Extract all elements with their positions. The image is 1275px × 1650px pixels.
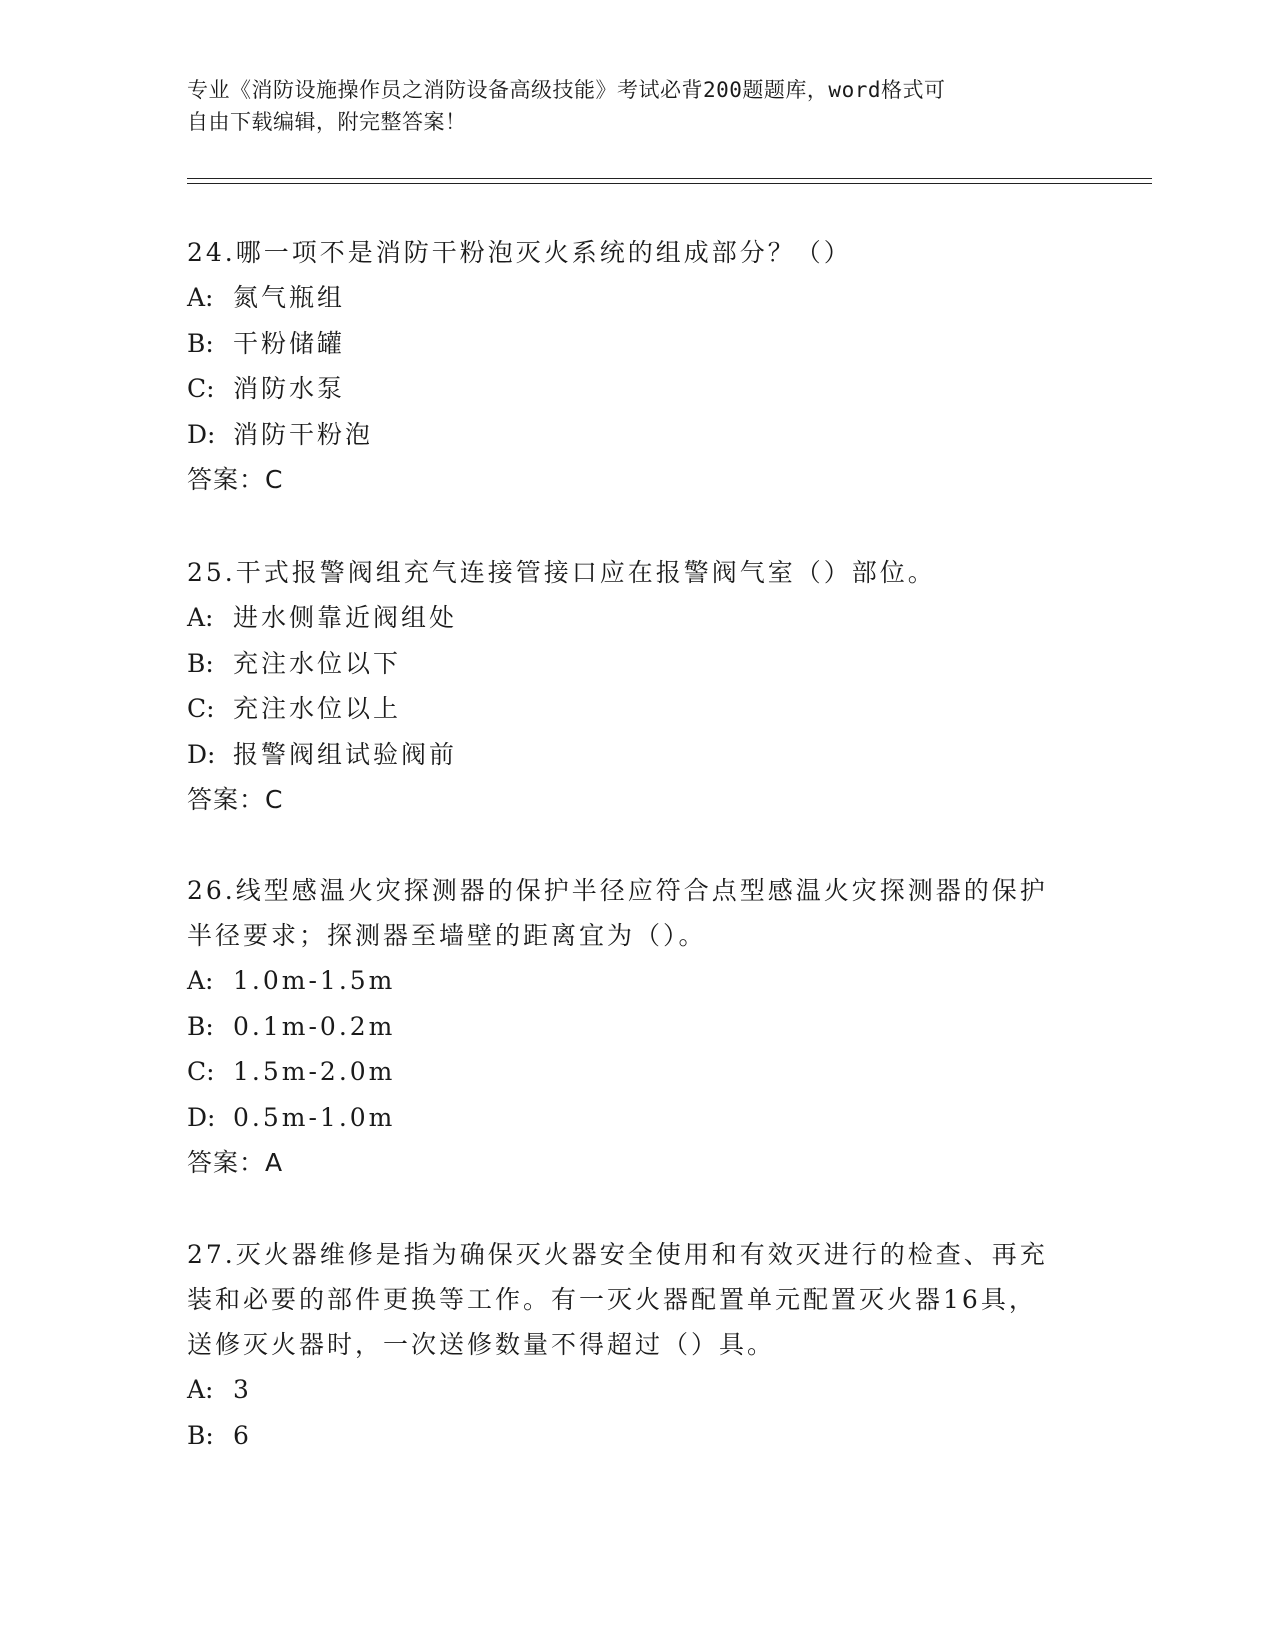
option-b (187, 1004, 1087, 1050)
option-a (187, 958, 1087, 1004)
option-text: 3 (233, 1375, 252, 1404)
option-text: 消防水泵 (233, 374, 346, 403)
answer-line: 答案：A (187, 1148, 284, 1177)
option-letter: A: (187, 966, 214, 995)
answer-line: 答案：C (187, 785, 284, 814)
option-d (187, 412, 1087, 458)
option-d (187, 732, 1087, 778)
option-c (187, 366, 1087, 412)
question-stem: 26.线型感温火灾探测器的保护半径应符合点型感温火灾探测器的保护 (187, 876, 1048, 905)
question-stem: 25.干式报警阀组充气连接管接口应在报警阀气室（）部位。 (187, 558, 936, 587)
option-text: 报警阀组试验阀前 (233, 739, 458, 769)
document-header (187, 74, 1087, 138)
option-text: 充注水位以下 (233, 648, 402, 678)
option-letter: C: (187, 1057, 215, 1086)
option-letter: D: (187, 739, 216, 769)
option-text: 进水侧靠近阀组处 (233, 603, 458, 632)
option-a (187, 595, 1087, 641)
option-text: 1.0m-1.5m (233, 966, 396, 995)
question-stem: 24.哪一项不是消防干粉泡灭火系统的组成部分？（） (187, 238, 852, 267)
option-c (187, 686, 1087, 732)
option-letter: B: (187, 648, 214, 678)
option-text: 干粉储罐 (233, 328, 346, 358)
option-text: 6 (233, 1420, 252, 1450)
question-26 (187, 868, 1087, 1185)
option-text: 1.5m-2.0m (233, 1057, 396, 1086)
header-divider-top (187, 178, 1152, 179)
option-text: 0.5m-1.0m (233, 1102, 396, 1132)
option-b (187, 641, 1087, 687)
option-d (187, 1095, 1087, 1141)
option-text: 充注水位以上 (233, 694, 402, 723)
option-letter: C: (187, 374, 215, 403)
option-a (187, 275, 1087, 321)
option-letter: B: (187, 1011, 214, 1041)
option-c (187, 1049, 1087, 1095)
question-stem: 27.灭火器维修是指为确保灭火器安全使用和有效灭进行的检查、再充 (187, 1240, 1048, 1269)
header-divider-bottom (187, 183, 1152, 184)
option-b (187, 1413, 1087, 1459)
option-letter: A: (187, 283, 214, 312)
option-letter: D: (187, 1102, 216, 1132)
question-stem: 送修灭火器时，一次送修数量不得超过（）具。 (187, 1330, 776, 1359)
question-stem: 装和必要的部件更换等工作。有一灭火器配置单元配置灭火器16具， (187, 1285, 1037, 1314)
option-text: 消防干粉泡 (233, 419, 374, 449)
question-27 (187, 1232, 1087, 1458)
question-25 (187, 550, 1087, 822)
option-text: 0.1m-0.2m (233, 1011, 396, 1041)
question-stem: 半径要求；探测器至墙壁的距离宜为（）。 (187, 921, 707, 950)
option-letter: C: (187, 694, 215, 723)
answer-line: 答案：C (187, 465, 284, 494)
option-letter: B: (187, 1420, 214, 1450)
option-text: 氮气瓶组 (233, 283, 346, 312)
option-a (187, 1367, 1087, 1413)
option-letter: A: (187, 1375, 214, 1404)
header-line-1: 专业《消防设施操作员之消防设备高级技能》考试必背200题题库，word格式可 (187, 78, 946, 102)
option-letter: D: (187, 419, 216, 449)
option-letter: B: (187, 328, 214, 358)
header-line-2: 自由下载编辑，附完整答案！ (187, 110, 467, 134)
option-b (187, 321, 1087, 367)
option-letter: A: (187, 603, 214, 632)
question-24 (187, 230, 1087, 502)
